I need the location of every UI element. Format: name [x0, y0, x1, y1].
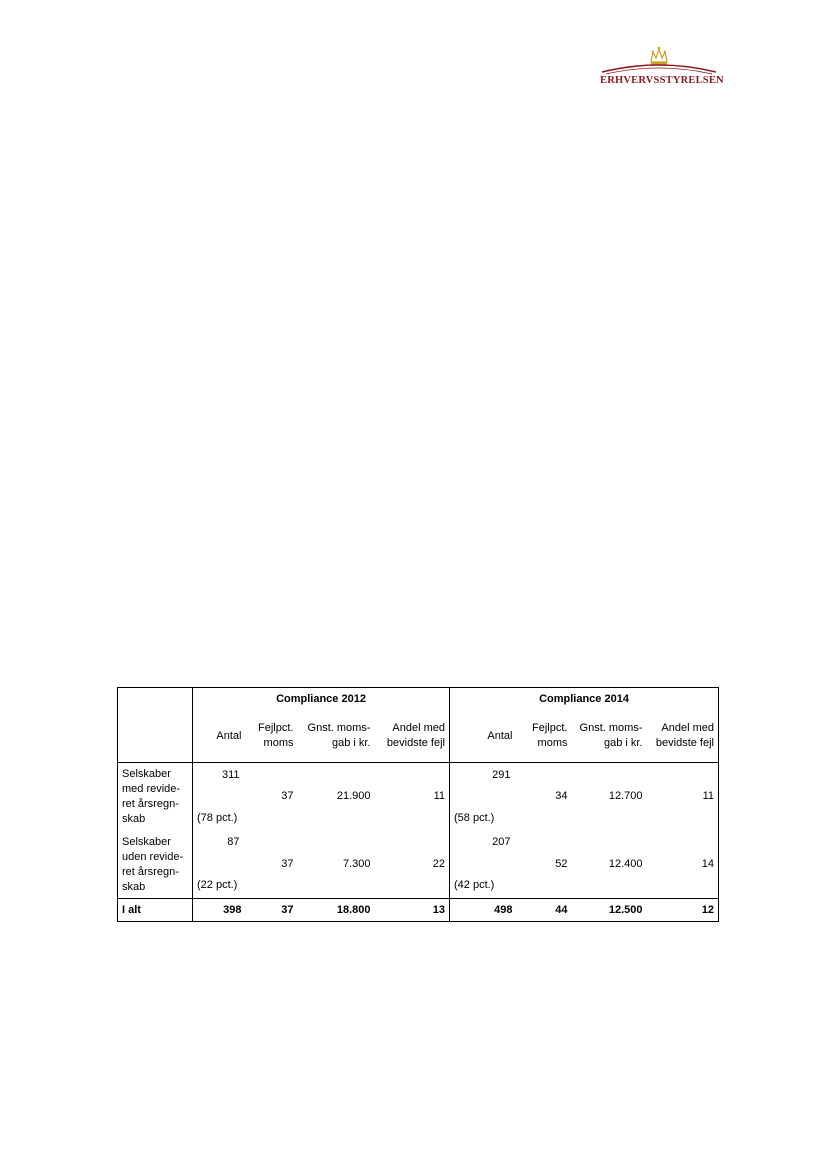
total-fejlpct-2012: 37 [246, 899, 298, 922]
gab-cell: 7.300 [342, 857, 371, 870]
gab-cell: 12.400 [608, 857, 643, 870]
col-gab-2014: Gnst. moms-gab i kr. [579, 722, 643, 749]
col-andel-2014: Andel med bevidste fejl [655, 722, 714, 749]
antal-cell [450, 763, 517, 831]
total-antal-2012: 398 [193, 899, 246, 922]
table-row [118, 763, 719, 831]
col-gab-2012: Gnst. moms-gab i kr. [307, 722, 371, 749]
gab-cell: 12.700 [572, 763, 647, 831]
fejlpct-cell: 37 [281, 857, 294, 870]
col-andel-2012: Andel med bevidste fejl [386, 722, 445, 749]
compliance-table [117, 687, 719, 922]
antal-cell [450, 831, 517, 899]
group-header-2014: Compliance 2014 [450, 688, 719, 711]
group-header-row [118, 688, 719, 711]
antal-cell [193, 763, 246, 831]
total-andel-2014: 12 [647, 899, 719, 922]
gab-cell: 21.900 [298, 763, 375, 831]
total-label: I alt [118, 899, 193, 922]
fejlpct-cell: 37 [246, 763, 298, 831]
fejlpct-cell: 52 [555, 857, 568, 870]
antal-value: 291 [492, 768, 511, 781]
col-fejlpct-2014: Fejlpct. moms [532, 722, 568, 749]
total-gab-2012: 18.800 [298, 899, 375, 922]
group-header-2012: Compliance 2012 [193, 688, 450, 711]
erhvervsstyrelsen-logo [598, 44, 724, 90]
antal-value: 207 [492, 836, 511, 849]
total-andel-2012: 13 [375, 899, 450, 922]
total-row [118, 899, 719, 922]
antal-value: 311 [221, 768, 240, 781]
fejlpct-cell: 34 [517, 763, 572, 831]
col-antal-2012: Antal [193, 710, 246, 763]
antal-pct: (58 pct.) [454, 811, 495, 824]
antal-value: 87 [227, 836, 240, 849]
antal-pct: (42 pct.) [454, 879, 495, 892]
total-gab-2014: 12.500 [572, 899, 647, 922]
col-antal-2014: Antal [450, 710, 517, 763]
corner-cell [118, 688, 193, 763]
antal-pct: (22 pct.) [197, 879, 238, 892]
row-label: Selskaber med revide-ret årsregn-skab [118, 763, 193, 831]
andel-cell: 22 [432, 857, 445, 870]
column-header-row [118, 710, 719, 763]
total-antal-2014: 498 [450, 899, 517, 922]
col-fejlpct-2012: Fejlpct. moms [258, 722, 294, 749]
andel-cell: 11 [375, 763, 450, 831]
andel-cell: 11 [647, 763, 719, 831]
table-row [118, 831, 719, 899]
total-fejlpct-2014: 44 [517, 899, 572, 922]
antal-pct: (78 pct.) [197, 811, 238, 824]
antal-cell [193, 831, 246, 899]
row-label: Selskaber uden revide-ret årsregn-skab [122, 835, 184, 893]
andel-cell: 14 [701, 857, 714, 870]
logo-text: ERHVERVSSTYRELSEN [600, 75, 724, 86]
